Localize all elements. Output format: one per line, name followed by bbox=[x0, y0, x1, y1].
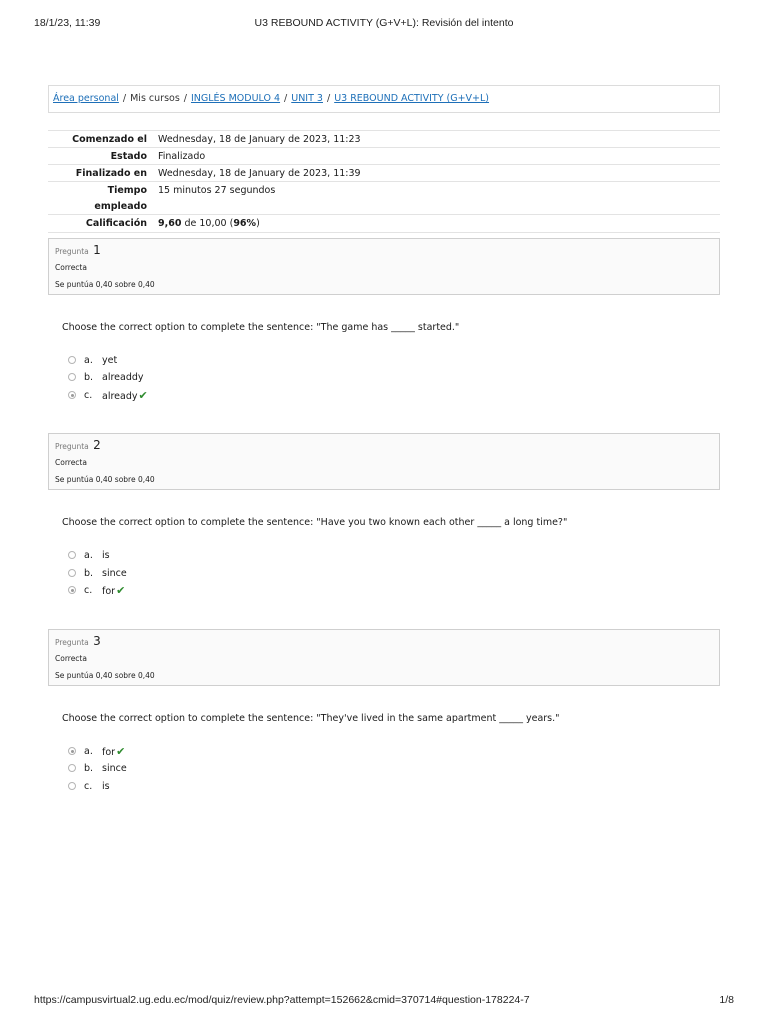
grade-mid: de 10,00 ( bbox=[184, 218, 234, 229]
time-label-line2: empleado bbox=[94, 200, 147, 212]
time-value: 15 minutos 27 segundos bbox=[158, 185, 276, 196]
breadcrumb-separator: / bbox=[284, 93, 288, 104]
question-info-box bbox=[48, 238, 720, 295]
checkmark-icon: ✔ bbox=[138, 388, 148, 402]
question-grade: Se puntúa 0,40 sobre 0,40 bbox=[55, 280, 155, 289]
radio-button-selected[interactable] bbox=[68, 586, 76, 594]
option-letter: c. bbox=[84, 389, 93, 401]
option-text bbox=[102, 745, 125, 758]
option-text: is bbox=[102, 780, 110, 792]
checkmark-icon: ✔ bbox=[116, 744, 126, 758]
option-text: since bbox=[102, 567, 127, 579]
finished-label: Finalizado en bbox=[75, 168, 147, 179]
answer-option[interactable] bbox=[68, 761, 127, 775]
attempt-summary-table bbox=[48, 130, 720, 233]
option-text: since bbox=[102, 762, 127, 774]
option-letter: b. bbox=[84, 762, 94, 774]
summary-row-started bbox=[48, 131, 720, 148]
summary-row-finished bbox=[48, 165, 720, 182]
time-label-line1: Tiempo bbox=[107, 185, 147, 196]
option-text: alreaddy bbox=[102, 371, 144, 383]
answer-option[interactable] bbox=[68, 370, 144, 384]
question-number-value: 2 bbox=[93, 438, 101, 452]
question-text: Choose the correct option to complete the sentence: "They've lived in the same apartment _____ years." bbox=[62, 713, 560, 724]
option-letter: a. bbox=[84, 549, 93, 561]
state-label: Estado bbox=[110, 151, 147, 162]
answer-option[interactable] bbox=[68, 353, 118, 367]
option-text-value: for bbox=[102, 746, 116, 758]
print-header bbox=[0, 17, 768, 31]
radio-button-selected[interactable] bbox=[68, 747, 76, 755]
question-info-box bbox=[48, 629, 720, 686]
grade-label: Calificación bbox=[85, 218, 147, 229]
breadcrumb-separator: / bbox=[122, 93, 127, 104]
breadcrumb-link-unit[interactable]: UNIT 3 bbox=[291, 93, 323, 104]
grade-value bbox=[147, 215, 260, 232]
breadcrumb-mis-cursos: Mis cursos bbox=[130, 93, 180, 104]
question-grade: Se puntúa 0,40 sobre 0,40 bbox=[55, 475, 155, 484]
print-title: U3 REBOUND ACTIVITY (G+V+L): Revisión del intento bbox=[254, 17, 514, 29]
option-text-value: for bbox=[102, 585, 116, 597]
question-number bbox=[55, 243, 101, 257]
started-value: Wednesday, 18 de January de 2023, 11:23 bbox=[158, 134, 361, 145]
question-state: Correcta bbox=[55, 263, 87, 272]
option-letter: b. bbox=[84, 371, 94, 383]
question-state: Correcta bbox=[55, 458, 87, 467]
state-value: Finalizado bbox=[158, 151, 206, 162]
question-number-value: 1 bbox=[93, 243, 101, 257]
answer-option-selected[interactable] bbox=[68, 388, 148, 402]
question-grade: Se puntúa 0,40 sobre 0,40 bbox=[55, 671, 155, 680]
answer-option-selected[interactable] bbox=[68, 583, 126, 597]
breadcrumb-separator: / bbox=[183, 93, 187, 104]
breadcrumb bbox=[48, 85, 720, 113]
radio-button[interactable] bbox=[68, 782, 76, 790]
radio-button[interactable] bbox=[68, 764, 76, 772]
answer-option[interactable] bbox=[68, 779, 110, 793]
breadcrumb-link-activity[interactable]: U3 REBOUND ACTIVITY (G+V+L) bbox=[334, 93, 490, 104]
option-text-value: already bbox=[102, 390, 138, 402]
summary-row-grade bbox=[48, 215, 720, 233]
radio-button[interactable] bbox=[68, 373, 76, 381]
question-number-value: 3 bbox=[93, 634, 101, 648]
question-label: Pregunta bbox=[55, 638, 89, 647]
option-letter: a. bbox=[84, 745, 93, 757]
radio-button-selected[interactable] bbox=[68, 391, 76, 399]
time-label bbox=[48, 182, 147, 214]
print-url: https://campusvirtual2.ug.edu.ec/mod/quiz/review.php?attempt=152662&cmid=370714#question-178224-7 bbox=[34, 994, 530, 1006]
radio-button[interactable] bbox=[68, 551, 76, 559]
breadcrumb-link-area-personal[interactable]: Área personal bbox=[53, 93, 119, 104]
question-text: Choose the correct option to complete the sentence: "Have you two known each other _____ a long time?" bbox=[62, 517, 568, 528]
question-state: Correcta bbox=[55, 654, 87, 663]
finished-value: Wednesday, 18 de January de 2023, 11:39 bbox=[158, 168, 361, 179]
checkmark-icon: ✔ bbox=[116, 583, 126, 597]
print-footer bbox=[0, 994, 768, 1008]
option-letter: c. bbox=[84, 780, 93, 792]
summary-row-time bbox=[48, 182, 720, 215]
option-text bbox=[102, 389, 148, 402]
option-text bbox=[102, 584, 125, 597]
radio-button[interactable] bbox=[68, 356, 76, 364]
answer-option[interactable] bbox=[68, 566, 127, 580]
print-date: 18/1/23, 11:39 bbox=[34, 17, 101, 29]
question-label: Pregunta bbox=[55, 442, 89, 451]
grade-percent: 96% bbox=[233, 218, 257, 229]
breadcrumb-separator: / bbox=[326, 93, 331, 104]
print-page-number: 1/8 bbox=[719, 994, 734, 1006]
grade-score: 9,60 bbox=[158, 218, 182, 229]
answer-option-selected[interactable] bbox=[68, 744, 126, 758]
question-number bbox=[55, 438, 101, 452]
summary-row-state bbox=[48, 148, 720, 165]
option-letter: b. bbox=[84, 567, 94, 579]
option-text: is bbox=[102, 549, 110, 561]
started-label: Comenzado el bbox=[72, 134, 147, 145]
option-letter: a. bbox=[84, 354, 93, 366]
grade-end: ) bbox=[256, 218, 260, 229]
question-info-box bbox=[48, 433, 720, 490]
answer-option[interactable] bbox=[68, 548, 110, 562]
question-label: Pregunta bbox=[55, 247, 89, 256]
option-text: yet bbox=[102, 354, 118, 366]
question-text: Choose the correct option to complete the sentence: "The game has _____ started." bbox=[62, 322, 460, 333]
radio-button[interactable] bbox=[68, 569, 76, 577]
question-number bbox=[55, 634, 101, 648]
breadcrumb-link-course[interactable]: INGLÉS MODULO 4 bbox=[190, 93, 281, 104]
option-letter: c. bbox=[84, 584, 93, 596]
